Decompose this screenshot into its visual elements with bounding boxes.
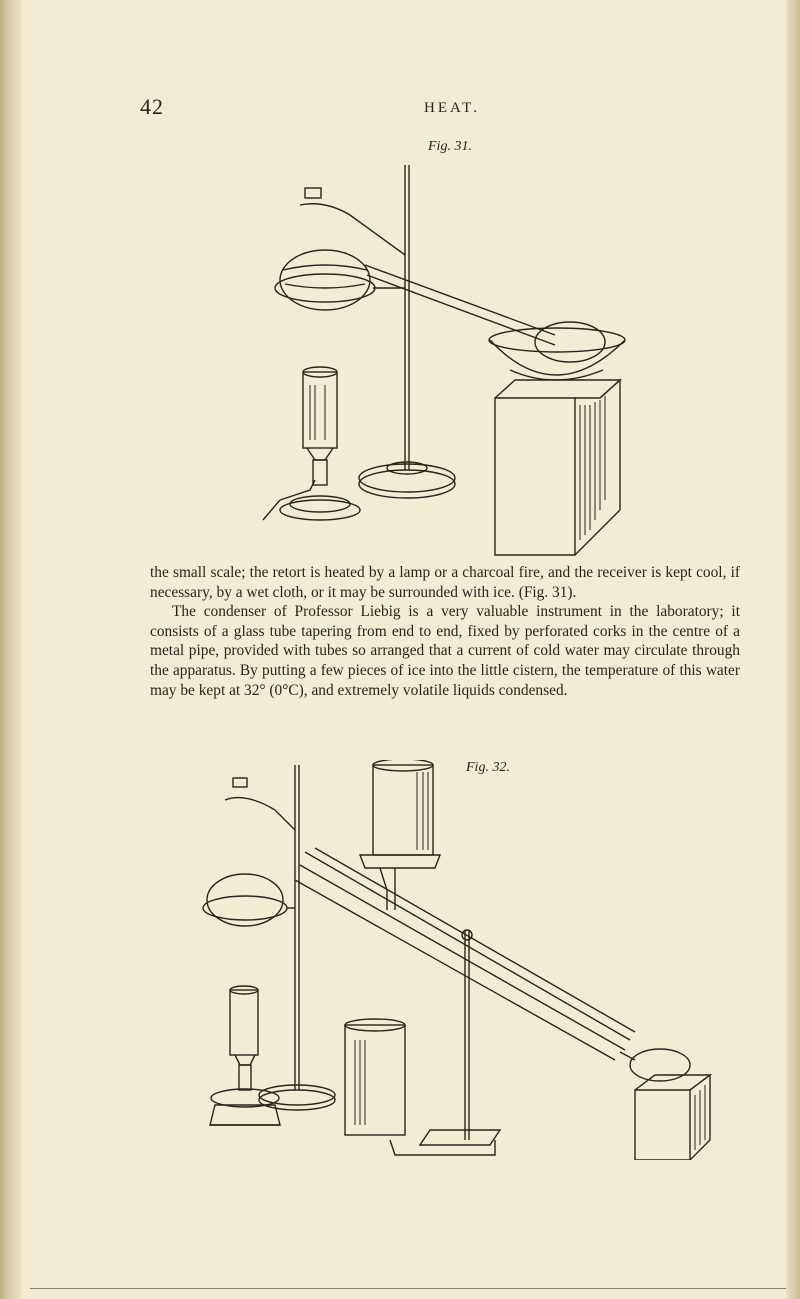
- figure-31-illustration: [255, 160, 635, 560]
- page-edge-left: [0, 0, 22, 1299]
- page-edge-right: [786, 0, 800, 1299]
- body-text: [150, 563, 740, 700]
- paragraph-retort: the small scale; the retort is heated by a lamp or a charcoal fire, and the receiver is kept cool, if necessary, by a wet cloth, or it may be surrounded with ice. (Fig. 31).: [150, 564, 740, 601]
- figure-32-label: Fig. 32.: [466, 760, 510, 775]
- page-number: 42: [140, 94, 164, 119]
- figure-32-illustration: [195, 760, 725, 1160]
- figure-31-label: Fig. 31.: [428, 139, 472, 154]
- running-head: HEAT.: [424, 100, 480, 116]
- bottom-rule: [30, 1288, 786, 1289]
- paragraph-condenser: The condenser of Professor Liebig is a very valuable instrument in the laboratory; it consists of a glass tube tapering from end to end, fixed by perforated corks in the centre of a metal pipe, provided with tubes so arranged that a current of cold water may circulate through the apparatus. By putting a few pieces of ice into the little cistern, the temperature of this water may be kept at 32° (0°C), and extremely volatile liquids condensed.: [150, 603, 740, 699]
